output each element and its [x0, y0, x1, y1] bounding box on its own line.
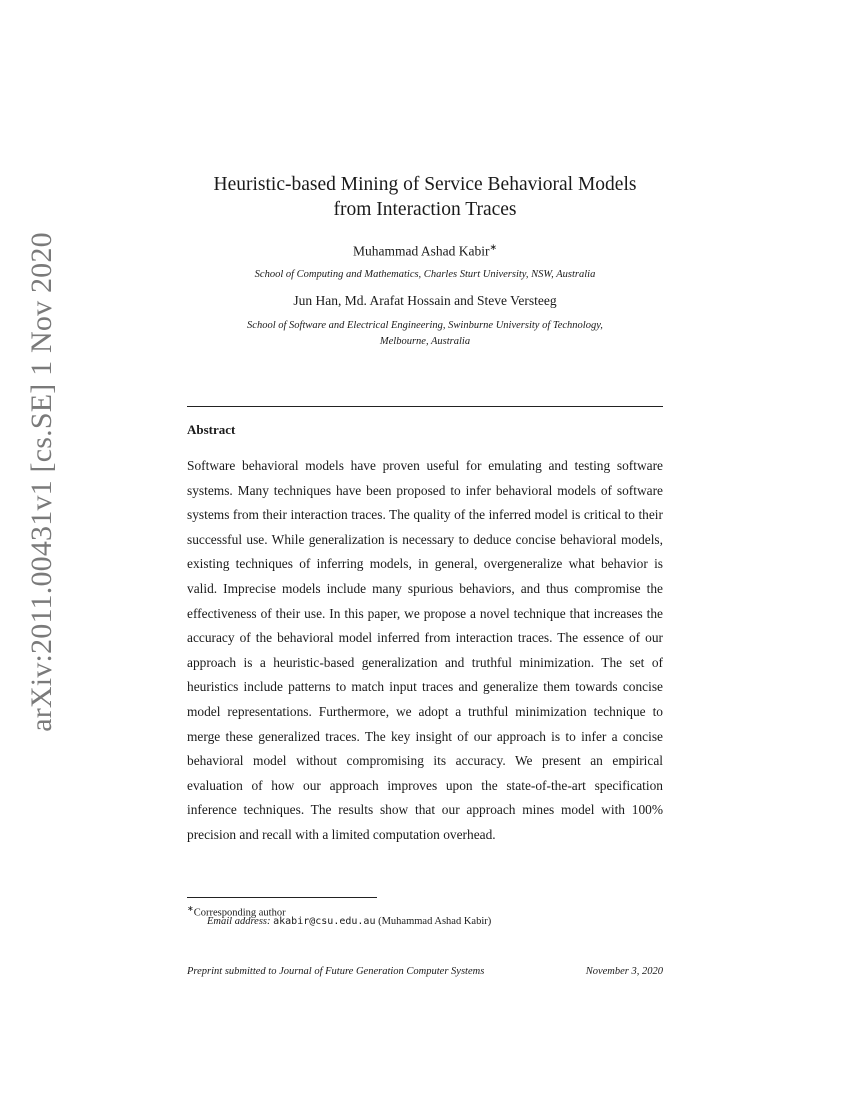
preprint-note: Preprint submitted to Journal of Future Generation Computer Systems	[187, 966, 485, 977]
author-1-name: Muhammad Ashad Kabir	[352, 243, 490, 259]
abstract-heading: Abstract	[187, 422, 236, 437]
affiliation-2-line-2: Melbourne, Australia	[379, 336, 471, 347]
abstract-top-rule	[187, 406, 663, 407]
author-1-mark: ∗	[489, 242, 498, 252]
author-1	[150, 242, 700, 260]
email-address[interactable]: akabir@csu.edu.au	[273, 916, 376, 927]
footnote-rule	[187, 897, 377, 898]
footnote-corresponding-text: Corresponding author	[193, 907, 286, 919]
affiliation-1: School of Computing and Mathematics, Charles Sturt University, NSW, Australia	[254, 269, 596, 280]
footnote-email	[207, 914, 491, 929]
email-owner: (Muhammad Ashad Kabir)	[378, 916, 492, 927]
abstract-body: Software behavioral models have proven useful for emulating and testing software systems. Many techniques have been proposed to infer behavioral models of software systems from their interaction traces. The quality of the inferred model is critical to their successful use. While generalization is necessary to deduce concise behavioral models, existing techniques of inferring models, in general, overgeneralize what behavior is valid. Imprecise models include many spurious behaviors, and thus compromise the effectiveness of their use. In this paper, we propose a novel technique that increases the accuracy of the behavioral model inferred from interaction traces. The essence of our approach is a heuristic-based generalization and truthful minimization. The set of heuristics include patterns to match input traces and generalize them towards concise model representations. Furthermore, we adopt a truthful minimization technique to merge these generalized traces. The key insight of our approach is to infer a concise behavioral model without compromising its accuracy. We present an empirical evaluation of how our approach improves upon the state-of-the-art specification inference techniques. The results show that our approach mines model with 100% precision and recall with a limited computation overhead.	[187, 458, 663, 842]
author-2: Jun Han, Md. Arafat Hossain and Steve Versteeg	[293, 293, 557, 308]
arxiv-identifier: arXiv:2011.00431v1 [cs.SE] 1 Nov 2020	[25, 232, 58, 732]
title-line-1: Heuristic-based Mining of Service Behavioral Models	[213, 174, 637, 195]
title-line-2: from Interaction Traces	[333, 199, 517, 220]
paper-title	[150, 172, 700, 222]
affiliation-2-line-1: School of Software and Electrical Engineering, Swinburne University of Technology,	[247, 320, 603, 331]
preprint-date: November 3, 2020	[585, 966, 663, 977]
email-label: Email address:	[207, 916, 271, 927]
footnote-mark: ∗	[187, 904, 194, 913]
affiliation-2	[150, 318, 700, 350]
